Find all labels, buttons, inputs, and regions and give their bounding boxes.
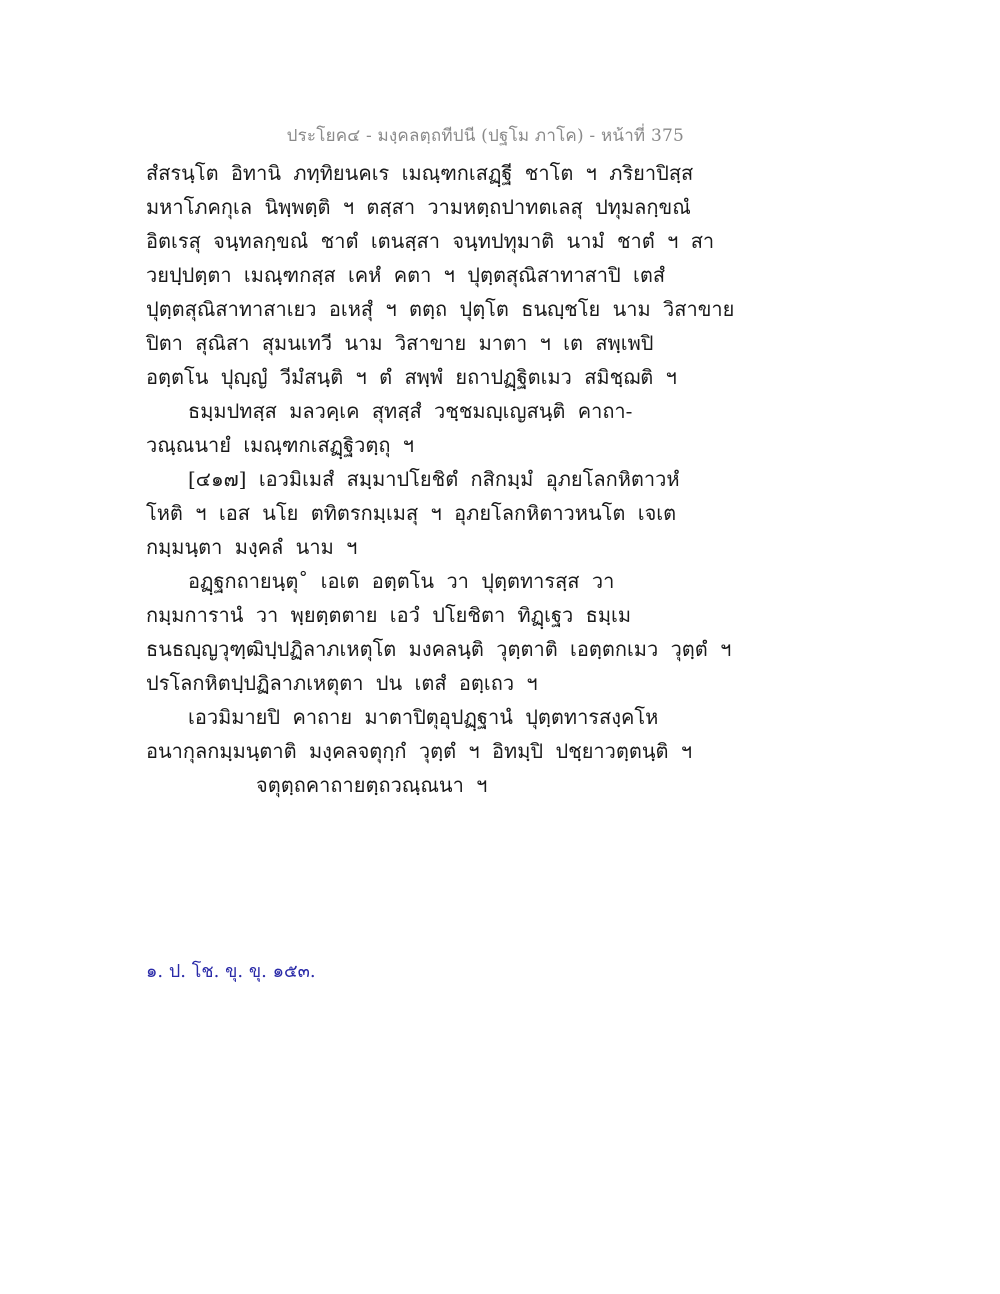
text-line-4: วยปฺปตฺตา เมณฺฑกสฺส เคหํ คตา ฯ ปุตฺตสุณิสาทาสาปิ เตสํ bbox=[146, 263, 666, 287]
text-line-16: ปรโลกหิตปฺปฏิลาภเหตุตา ปน เตสํ อตฺเถว ฯ bbox=[146, 671, 538, 695]
section-closing-line: จตุตฺถคาถายตฺถวณฺณนา ฯ bbox=[256, 773, 488, 797]
text-line-3: อิตเรสุ จนฺทลกฺขณํ ชาตํ เตนสฺสา จนฺทปทุมาติ นามํ ชาตํ ฯ สา bbox=[146, 229, 715, 253]
text-line-7: อตฺตโน ปุญฺญํ วีมํสนฺติ ฯ ตํ สพฺพํ ยถาปฏฺฐิตเมว สมิชฺฌติ ฯ bbox=[146, 365, 677, 389]
body-text bbox=[146, 156, 735, 802]
text-line-13: อฏฺฐกถายนฺตุ˚ เอเต อตฺตโน วา ปุตฺตทารสฺส วา bbox=[188, 569, 615, 593]
text-line-9: วณฺณนายํ เมณฺฑกเสฏฺฐิวตฺถุ ฯ bbox=[146, 433, 415, 457]
text-line-11: โหติ ฯ เอส นโย ตทิตรกมฺเมสุ ฯ อุภยโลกหิตาวหนโต เจเต bbox=[146, 501, 677, 525]
text-line-5: ปุตฺตสุณิสาทาสาเยว อเหสุํ ฯ ตตฺถ ปุตฺโต ธนญฺชโย นาม วิสาขาย bbox=[146, 297, 735, 321]
text-line-6: ปิตา สุณิสา สุมนเทวี นาม วิสาขาย มาตา ฯ เต สพฺเพปิ bbox=[146, 331, 654, 355]
text-line-10: [๔๑๗] เอวมิเมสํ สมฺมาปโยชิตํ กสิกมฺมํ อุภยโลกหิตาวหํ bbox=[188, 467, 680, 491]
text-line-12: กมฺมนฺตา มงฺคลํ นาม ฯ bbox=[146, 535, 358, 559]
running-header: ประโยค๔ - มงฺคลตฺถทีปนี (ปฐโม ภาโค) - หน้าที่ 375 bbox=[286, 126, 684, 146]
text-line-18: อนากุลกมฺมนฺตาติ มงฺคลจตุกฺกํ วุตฺตํ ฯ อิทมฺปิ ปชฺยาวตฺตนฺติ ฯ bbox=[146, 739, 693, 763]
text-line-15: ธนธญฺญวุฑฺฒิปฺปฏิลาภเหตุโต มงคลนฺติ วุตฺตาติ เอตฺตกเมว วุตฺตํ ฯ bbox=[146, 637, 732, 661]
text-line-8: ธมฺมปทสฺส มลวคฺเค สุทสฺสํ วชฺชมญฺเญสนฺติ คาถา- bbox=[188, 399, 633, 423]
text-line-14: กมฺมการานํ วา พฺยตฺตตาย เอวํ ปโยชิตา ทิฏฺเฐว ธมฺเม bbox=[146, 603, 632, 627]
text-line-17: เอวมิมายปิ คาถาย มาตาปิตุอุปฏฺฐานํ ปุตฺตทารสงฺคโห bbox=[188, 705, 659, 729]
footnote: ๑. ป. โช. ขุ. ขุ. ๑๕๓. bbox=[146, 961, 316, 982]
text-line-2: มหาโภคกุเล นิพฺพตฺติ ฯ ตสฺสา วามหตฺถปาทตเลสุ ปทุมลกฺขณํ bbox=[146, 195, 691, 219]
text-line-1: สํสรนฺโต อิทานิ ภทฺทิยนคเร เมณฺฑกเสฏฺฐี ชาโต ฯ ภริยาปิสฺส bbox=[146, 161, 694, 185]
